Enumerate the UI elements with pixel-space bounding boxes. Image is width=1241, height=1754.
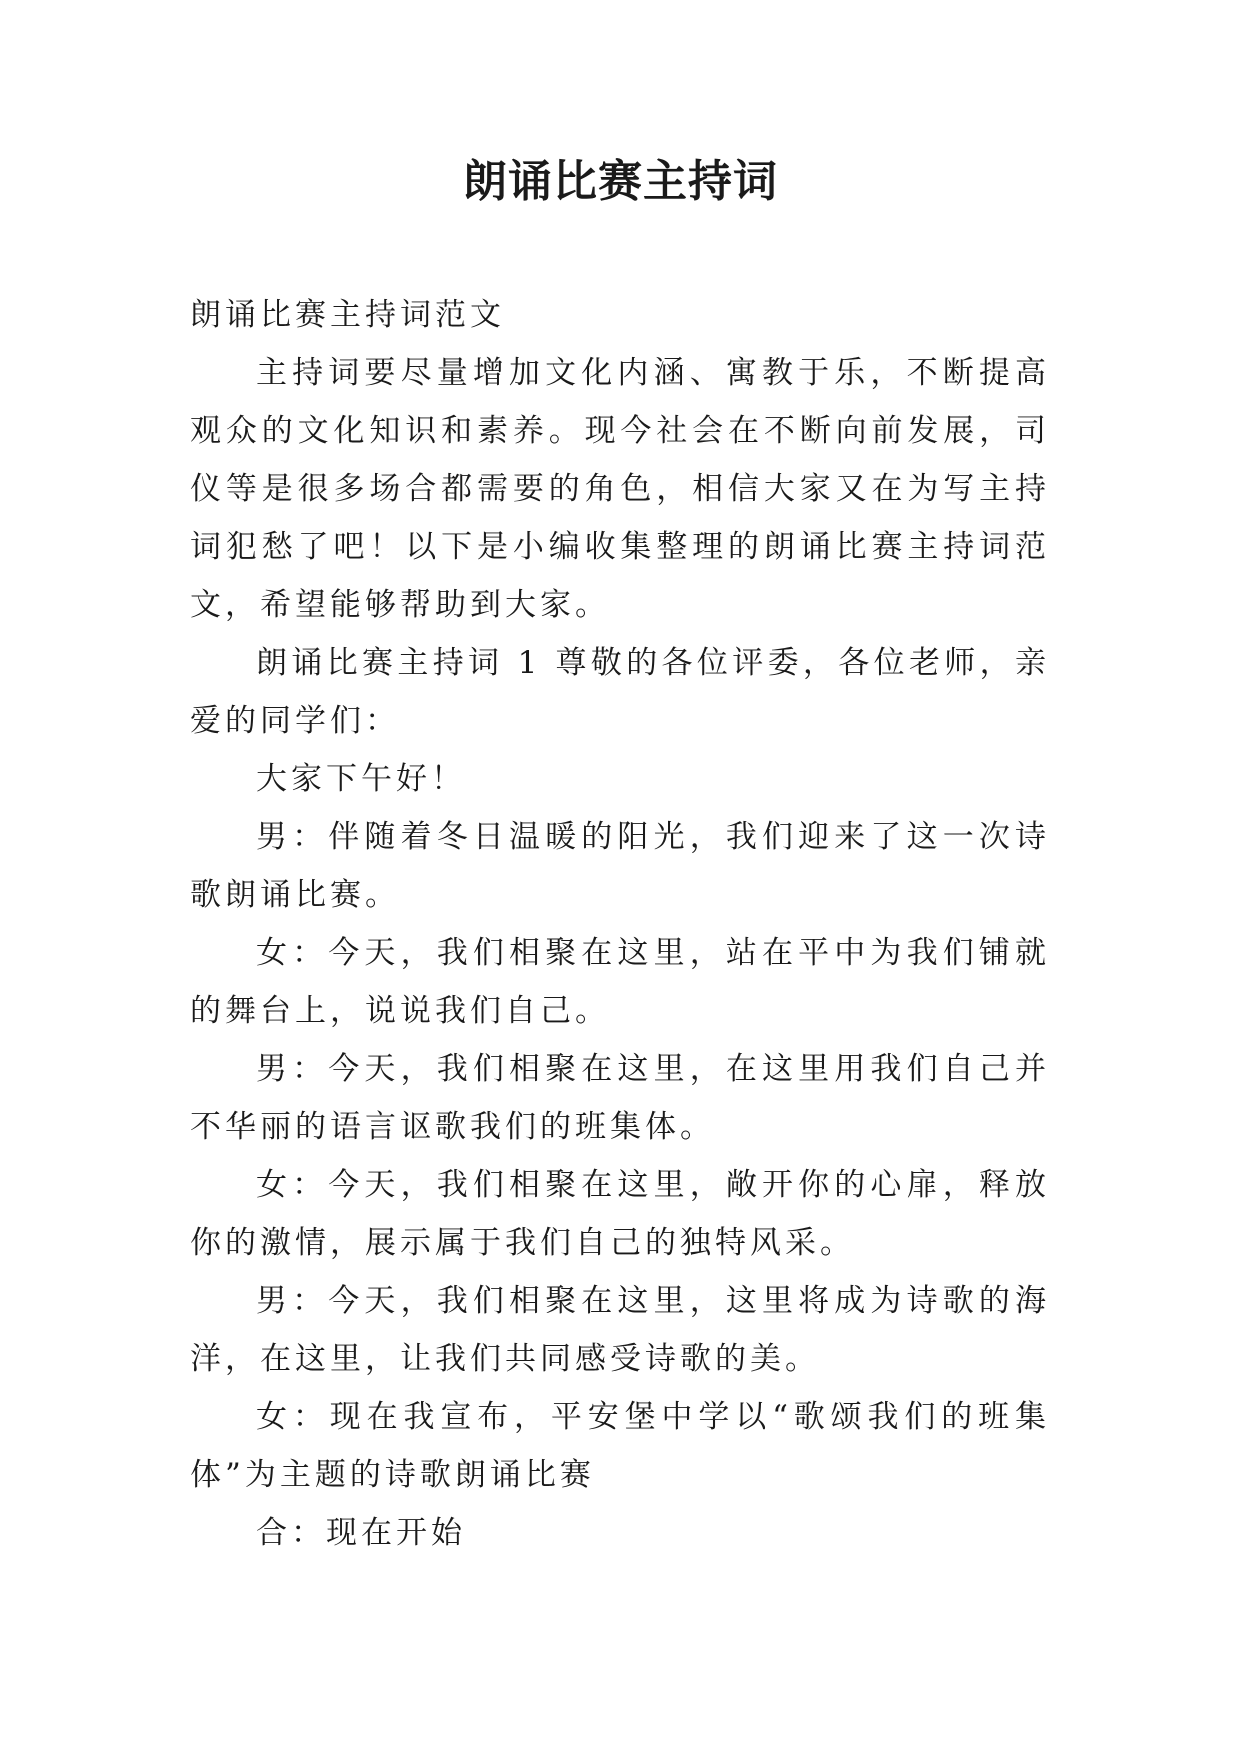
paragraph-intro: 主持词要尽量增加文化内涵、寓教于乐，不断提高观众的文化知识和素养。现今社会在不断向前发展，司仪等是很多场合都需要的角色，相信大家又在为写主持词犯愁了吧！以下是小编收集整理的朗诵比赛主持词范文，希望能够帮助到大家。	[190, 355, 1050, 623]
paragraph-male-3: 男：今天，我们相聚在这里，这里将成为诗歌的海洋，在这里，让我们共同感受诗歌的美。	[190, 1283, 1050, 1377]
paragraph-female-1: 女：今天，我们相聚在这里，站在平中为我们铺就的舞台上，说说我们自己。	[190, 935, 1050, 1029]
paragraph-female-2: 女：今天，我们相聚在这里，敞开你的心扉，释放你的激情，展示属于我们自己的独特风采。	[190, 1167, 1050, 1261]
paragraph-greeting: 朗诵比赛主持词 1 尊敬的各位评委，各位老师，亲爱的同学们：	[190, 645, 1050, 739]
document-title: 朗诵比赛主持词	[463, 156, 778, 207]
paragraph-together: 合：现在开始	[256, 1515, 466, 1551]
document-body	[190, 286, 1050, 1562]
paragraph-good-afternoon: 大家下午好！	[256, 761, 466, 797]
paragraph-subtitle: 朗诵比赛主持词范文	[190, 297, 505, 333]
paragraph-male-2: 男：今天，我们相聚在这里，在这里用我们自己并不华丽的语言讴歌我们的班集体。	[190, 1051, 1050, 1145]
paragraph-female-3: 女：现在我宣布，平安堡中学以“歌颂我们的班集体”为主题的诗歌朗诵比赛	[190, 1399, 1050, 1493]
paragraph-male-1: 男：伴随着冬日温暖的阳光，我们迎来了这一次诗歌朗诵比赛。	[190, 819, 1050, 913]
